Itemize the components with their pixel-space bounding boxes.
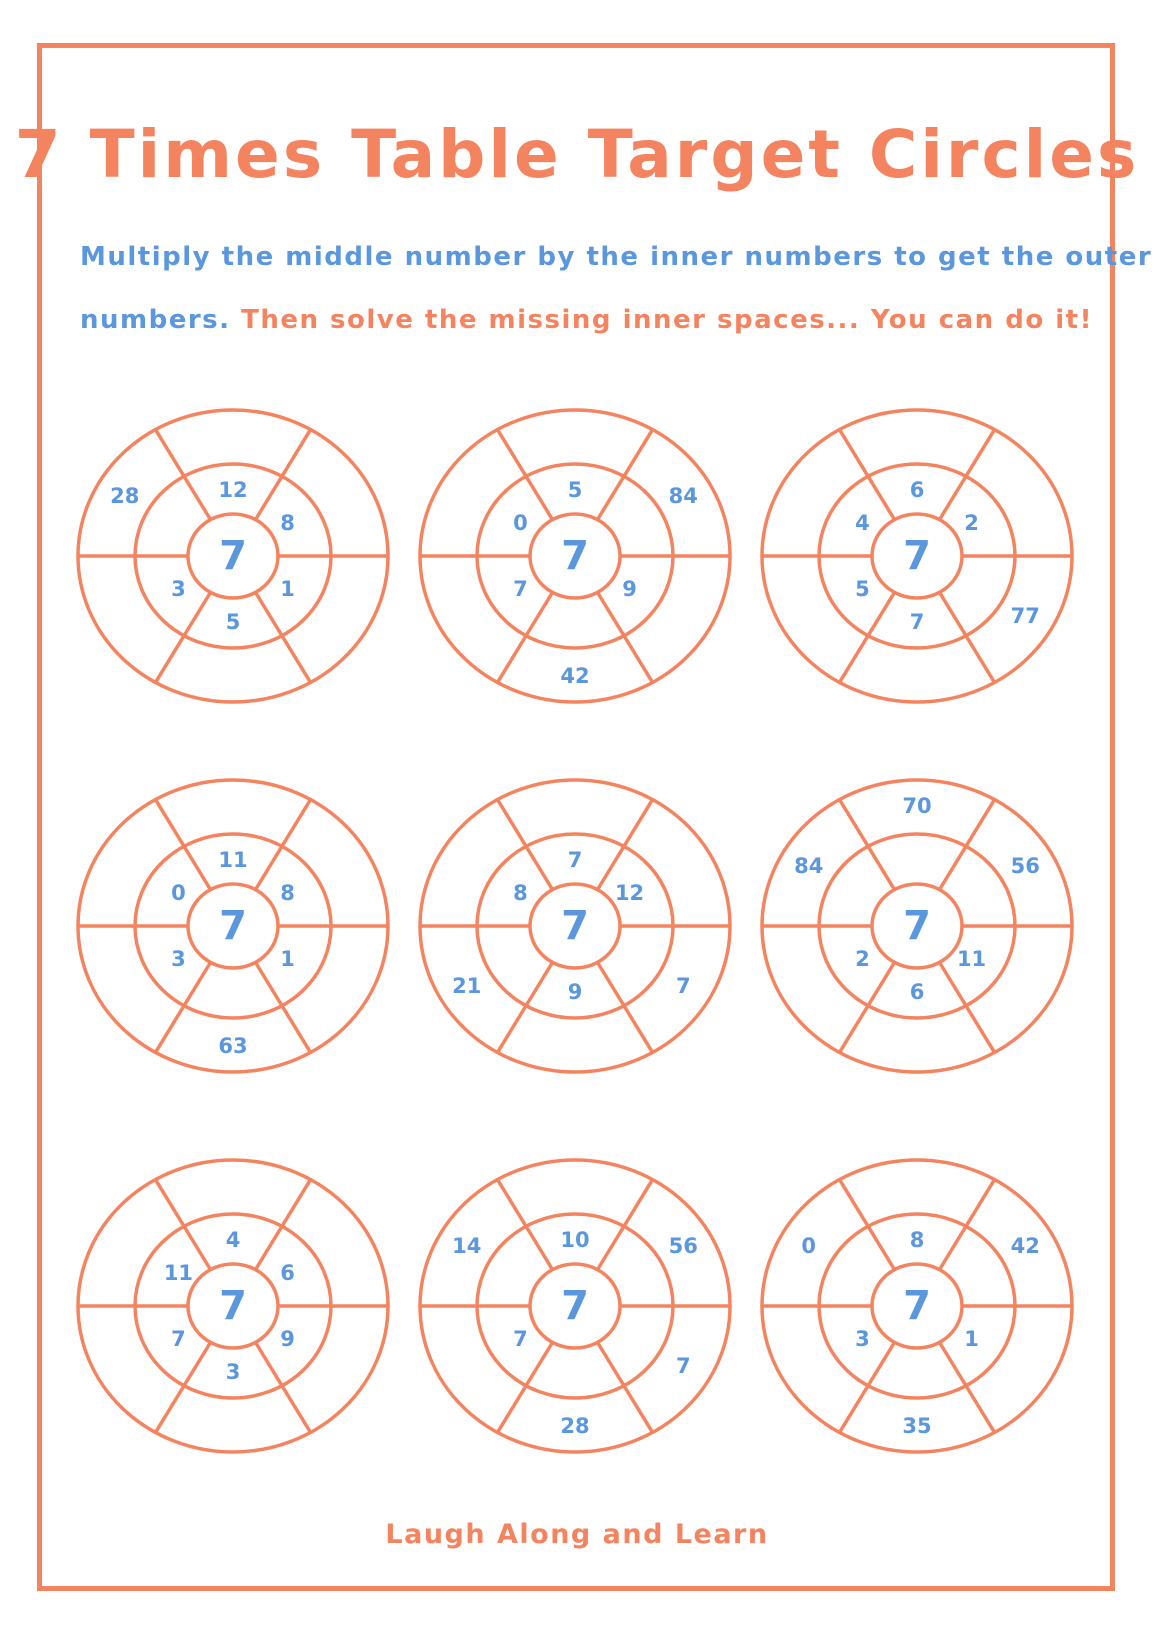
sector-divider [840,592,895,682]
outer-number[interactable]: 14 [452,1234,482,1258]
instruction-text-3: Then solve the missing inner spaces... You can do it! [241,305,1093,335]
sector-divider [498,800,553,890]
sector-divider [156,800,211,890]
sector-divider [498,592,553,682]
outer-number[interactable]: 84 [794,854,824,878]
sector-divider [598,962,653,1052]
target-circle-7 [78,1160,388,1452]
inner-number[interactable]: 11 [163,1261,194,1285]
sector-divider [840,1342,895,1432]
sector-divider [840,800,895,890]
sector-divider [498,1180,553,1270]
inner-number[interactable]: 3 [225,1360,241,1384]
inner-number[interactable]: 11 [218,848,248,872]
inner-number[interactable]: 3 [171,947,186,971]
outer-number[interactable]: 84 [668,484,698,508]
inner-number[interactable]: 11 [956,947,987,971]
inner-number[interactable]: 12 [614,881,645,905]
inner-number[interactable]: 9 [280,1327,295,1351]
center-number: 7 [903,533,931,579]
center-number: 7 [219,533,247,579]
inner-number[interactable]: 6 [280,1261,295,1285]
center-number: 7 [903,1283,931,1329]
target-circle-4 [78,780,388,1072]
sector-divider [156,1180,211,1270]
sector-divider [256,1180,311,1270]
inner-number[interactable]: 3 [855,1327,870,1351]
inner-number[interactable]: 7 [513,1327,528,1351]
inner-number[interactable]: 1 [964,1327,979,1351]
inner-number[interactable]: 7 [513,577,528,601]
sector-divider [256,962,311,1052]
inner-number[interactable]: 8 [513,881,528,905]
sector-divider [256,592,311,682]
outer-number[interactable]: 56 [1010,854,1040,878]
inner-number[interactable]: 9 [622,577,637,601]
target-circle-3 [762,410,1072,702]
inner-number[interactable]: 1 [280,947,295,971]
target-circle-8 [420,1160,730,1452]
inner-number[interactable]: 1 [280,577,295,601]
sector-divider [256,1342,311,1432]
inner-number[interactable]: 0 [513,511,528,535]
outer-number[interactable]: 77 [1010,604,1040,628]
outer-number[interactable]: 35 [902,1414,932,1438]
inner-number[interactable]: 8 [909,1228,925,1252]
inner-number[interactable]: 12 [218,478,248,502]
sector-divider [256,800,311,890]
sector-divider [840,962,895,1052]
sector-divider [156,592,211,682]
center-number: 7 [561,1283,589,1329]
footer-brand: Laugh Along and Learn [385,1519,769,1550]
sector-divider [940,962,995,1052]
inner-number[interactable]: 2 [964,511,979,535]
center-number: 7 [219,903,247,949]
sector-divider [940,430,995,520]
inner-number[interactable]: 6 [909,478,925,502]
sector-divider [940,592,995,682]
inner-number[interactable]: 5 [225,610,241,634]
inner-number[interactable]: 7 [909,610,925,634]
target-circle-6 [762,780,1072,1072]
inner-number[interactable]: 0 [171,881,186,905]
sector-divider [840,430,895,520]
target-circle-5 [420,780,730,1072]
inner-number[interactable]: 4 [855,511,870,535]
sector-divider [156,1342,211,1432]
outer-number[interactable]: 28 [110,484,140,508]
sector-divider [940,1180,995,1270]
target-circle-1 [78,410,388,702]
sector-divider [598,592,653,682]
outer-number[interactable]: 42 [1010,1234,1040,1258]
sector-divider [156,962,211,1052]
sector-divider [498,430,553,520]
sector-divider [940,800,995,890]
inner-number[interactable]: 5 [855,577,870,601]
inner-number[interactable]: 2 [855,947,870,971]
inner-number[interactable]: 9 [567,980,583,1004]
inner-number[interactable]: 10 [560,1228,590,1252]
sector-divider [598,1342,653,1432]
center-number: 7 [219,1283,247,1329]
sector-divider [498,1342,553,1432]
outer-number[interactable]: 70 [902,794,932,818]
sector-divider [598,800,653,890]
target-circle-9 [762,1160,1072,1452]
inner-number[interactable]: 7 [171,1327,186,1351]
center-number: 7 [561,533,589,579]
outer-number[interactable]: 56 [668,1234,698,1258]
outer-number[interactable]: 28 [560,1414,590,1438]
sector-divider [256,430,311,520]
sector-divider [840,1180,895,1270]
inner-number[interactable]: 3 [171,577,186,601]
inner-number[interactable]: 5 [567,478,583,502]
inner-number[interactable]: 6 [909,980,925,1004]
sector-divider [498,962,553,1052]
target-circle-2 [420,410,730,702]
outer-number[interactable]: 7 [675,974,691,998]
center-number: 7 [903,903,931,949]
center-number: 7 [561,903,589,949]
outer-number[interactable]: 42 [560,664,590,688]
outer-number[interactable]: 7 [675,1354,691,1378]
instruction-text-1: Multiply the middle number by the inner numbers to get the outer [80,242,1153,272]
inner-number[interactable]: 4 [225,1228,241,1252]
sector-divider [598,430,653,520]
inner-number[interactable]: 8 [280,881,295,905]
sector-divider [940,1342,995,1432]
outer-number[interactable]: 0 [801,1234,817,1258]
page-title: 7 Times Table Target Circles [14,116,1140,193]
sector-divider [156,430,211,520]
instruction-text-2: numbers. [80,305,231,335]
inner-number[interactable]: 7 [567,848,583,872]
outer-number[interactable]: 63 [218,1034,248,1058]
sector-divider [598,1180,653,1270]
inner-number[interactable]: 8 [280,511,295,535]
outer-number[interactable]: 21 [452,974,482,998]
